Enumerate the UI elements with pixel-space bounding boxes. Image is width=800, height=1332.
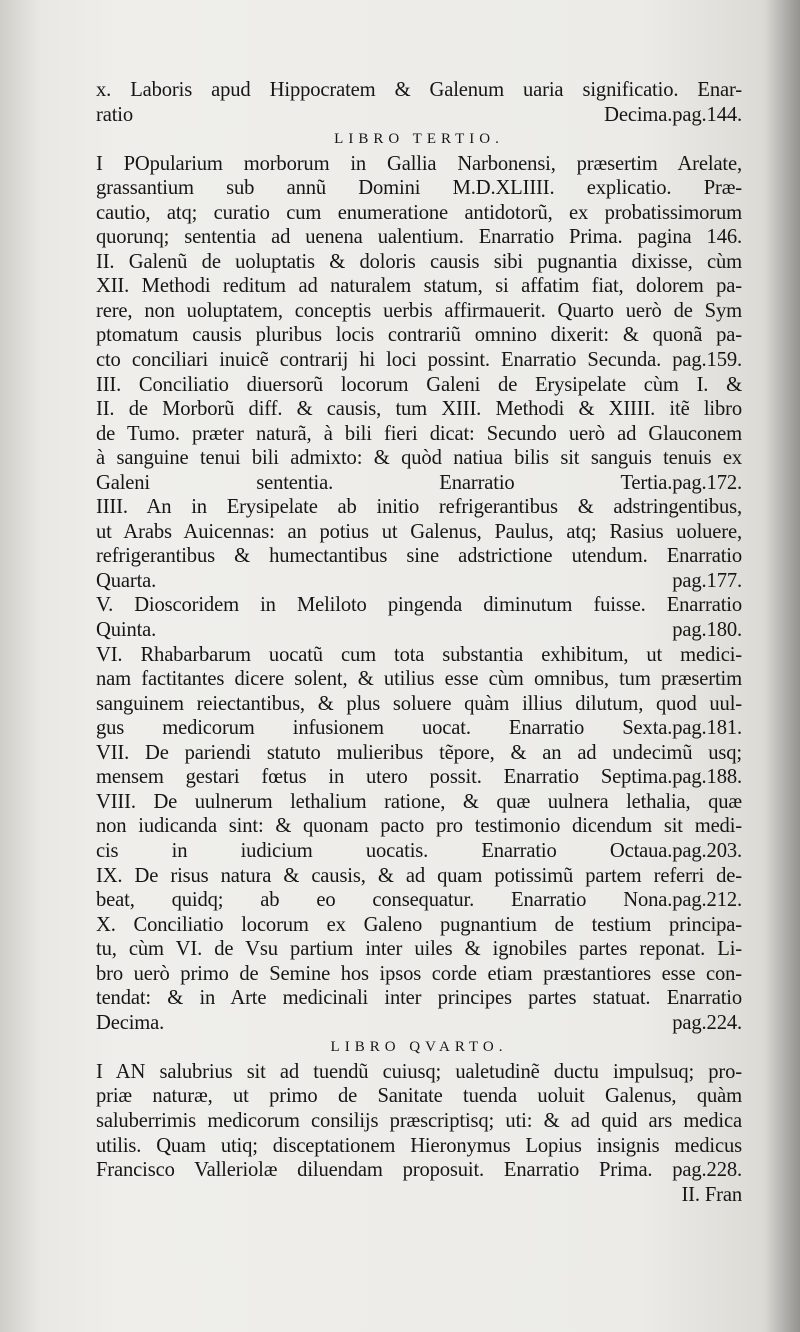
text-line: refrigerantibus & humectantibus sine adstrictione utendum. Enarratio xyxy=(96,545,742,568)
text-line: bro uerò primo de Semine hos ipsos corde etiam præstantiores esse con- xyxy=(96,962,742,985)
text-line: priæ naturæ, ut primo de Sanitate tuenda uoluit Galenus, quàm xyxy=(96,1085,742,1108)
text-line: X. Conciliatio locorum ex Galeno pugnantium de testium principa- xyxy=(96,913,742,936)
page-ref: pag.172. xyxy=(672,471,742,494)
text-line: III. Conciliatio diuersorũ locorum Galeni de Erysipelate cùm I. & xyxy=(96,373,742,396)
text-line: IIII. An in Erysipelate ab initio refrigerantibus & adstringentibus, xyxy=(96,496,742,519)
text-line: quorunq; sententia ad uenena ualentium. Enarratio Prima. pagina 146. xyxy=(96,226,742,249)
text-line: II. Galenũ de uoluptatis & doloris causis sibi pugnantia dixisse, cùm xyxy=(96,250,742,273)
text-line: Quarta. pag.177. xyxy=(96,569,742,592)
text-line: Galeni sententia. Enarratio Tertia. pag.172. xyxy=(96,471,742,494)
text-line: de Tumo. præter naturã, à bili fieri dicat: Secundo uerò ad Glauconem xyxy=(96,422,742,445)
text-line: I POpularium morborum in Gallia Narbonensi, præsertim Arelate, xyxy=(96,152,742,175)
text-line: cto conciliari inuicẽ contrarij hi loci possint. Enarratio Secunda. pag.159. xyxy=(96,349,742,372)
text-line: Francisco Valleriolæ diluendam proposuit. Enarratio Prima. pag.228. xyxy=(96,1159,742,1182)
page-ref: pag.188. xyxy=(672,766,742,789)
text-line: utilis. Quam utiq; disceptationem Hieronymus Lopius insignis medicus xyxy=(96,1134,742,1157)
text-line: XII. Methodi reditum ad naturalem statum, si affatim fiat, dolorem pa- xyxy=(96,275,742,298)
text-line: cautio, atq; curatio cum enumeratione antidotorũ, ex probatissimorum xyxy=(96,201,742,224)
text-line: II. de Morborũ diff. & causis, tum XIII. Methodi & XIIII. itẽ libro xyxy=(96,398,742,421)
text-line: non iudicanda sint: & quonam pacto pro testimonio dicendum sit medi- xyxy=(96,815,742,838)
text-line: cis in iudicium uocatis. Enarratio Octaua. pag.203. xyxy=(96,839,742,862)
book-heading: LIBRO QVARTO. xyxy=(330,1039,508,1056)
text-line: rere, non uoluptatem, conceptis uerbis affirmauerit. Quarto uerò de Sym xyxy=(96,299,742,322)
page-ref: pag.180. xyxy=(672,619,742,642)
text-line: ratio Decima. pag.144. xyxy=(96,103,742,126)
text-line: grassantium sub annũ Domini M.D.XLIIII. explicatio. Præ- xyxy=(96,177,742,200)
page-ref: pag.144. xyxy=(672,103,742,126)
text-line: IX. De risus natura & causis, & ad quam potissimũ partem referri de- xyxy=(96,864,742,887)
page-ref: pag.181. xyxy=(672,717,742,740)
text-line: ut Arabs Auicennas: an potius ut Galenus, Paulus, atq; Rasius uoluere, xyxy=(96,520,742,543)
text-line: nam factitantes dicere solent, & utilius esse cùm omnibus, tum præsertim xyxy=(96,668,742,691)
text-line: mensem gestari fœtus in utero possit. Enarratio Septima. pag.188. xyxy=(96,766,742,789)
text-line: VII. De pariendi statuto mulieribus tẽpore, & an ad undecimũ usq; xyxy=(96,741,742,764)
text-line: saluberrimis medicorum consilijs præscriptisq; uti: & ad quid ars medica xyxy=(96,1109,742,1132)
page-ref: pag.212. xyxy=(672,889,742,912)
text-line: à sanguine tenui bili admixto: & quòd natiua bilis sit sanguis tenuis ex xyxy=(96,447,742,470)
text-line: x. Laboris apud Hippocratem & Galenum uaria significatio. Enar- xyxy=(96,79,742,101)
text-line: tu, cùm VI. de Vsu partium inter uiles & ignobiles partes reponat. Li- xyxy=(96,938,742,961)
catchword: II. Fran xyxy=(681,1183,742,1206)
text-line: I AN salubrius sit ad tuendũ cuiusq; ualetudinẽ ductu impulsuq; pro- xyxy=(96,1060,742,1083)
book-heading: LIBRO TERTIO. xyxy=(334,131,504,148)
text-line: gus medicorum infusionem uocat. Enarratio Sexta. pag.181. xyxy=(96,717,742,740)
text-line: Decima. pag.224. xyxy=(96,1011,742,1034)
text-line: tendat: & in Arte medicinali inter principes partes statuat. Enarratio xyxy=(96,987,742,1010)
page-ref: pag.224. xyxy=(672,1011,742,1034)
page-ref: pag.177. xyxy=(672,569,742,592)
index-text xyxy=(96,78,742,1207)
text-line: ptomatum causis pluribus locis contrariũ omnino dixerit: & quonã pa- xyxy=(96,324,742,347)
text-line: VIII. De uulnerum lethalium ratione, & quæ uulnera lethalia, quæ xyxy=(96,790,742,813)
text-line: Quinta. pag.180. xyxy=(96,619,742,642)
page-ref: pag.203. xyxy=(672,839,742,862)
text-line: V. Dioscoridem in Meliloto pingenda diminutum fuisse. Enarratio xyxy=(96,594,742,617)
text-line: sanguinem reiectantibus, & plus soluere quàm illius dilutum, quod uul- xyxy=(96,692,742,715)
text-line: VI. Rhabarbarum uocatũ cum tota substantia exhibitum, ut medici- xyxy=(96,643,742,666)
text-line: beat, quidq; ab eo consequatur. Enarratio Nona. pag.212. xyxy=(96,889,742,912)
